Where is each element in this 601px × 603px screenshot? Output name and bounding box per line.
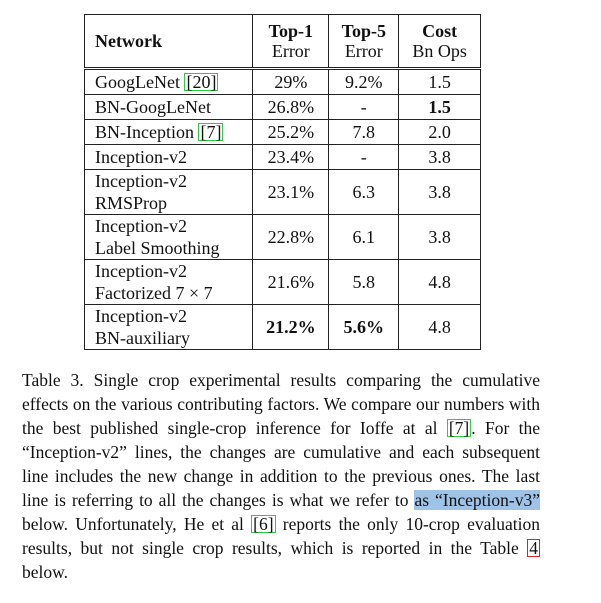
table-row [85, 69, 481, 95]
row-name [85, 260, 253, 305]
citation-link[interactable]: [20] [186, 72, 217, 92]
caption-text: reports the only 10-crop evaluation results, but not single crop results, which is reported in the Table [22, 514, 540, 558]
row-cost: 4.8 [399, 305, 481, 350]
row-name [85, 170, 253, 215]
row-name-detail: RMSProp [95, 193, 168, 213]
row-top5: 5.8 [329, 260, 399, 305]
citation-link[interactable]: [7] [448, 418, 470, 438]
row-name [85, 69, 253, 95]
table-reference-link[interactable]: 4 [529, 538, 538, 558]
table-row [85, 260, 481, 305]
header-top5 [329, 15, 399, 69]
row-name-text: BN-Inception [95, 122, 194, 142]
caption-text: below. [22, 562, 69, 582]
row-top5: 5.6% [329, 305, 399, 350]
header-top1-line2: Error [271, 41, 310, 61]
caption-text: Table 3. Single crop experimental results comparing the cumulative effects on the various contributing factors. We compare our numbers with the best published single-crop inference for Ioffe at al [22, 370, 540, 438]
row-cost: 1.5 [399, 95, 481, 120]
row-top1: 29% [253, 69, 329, 95]
row-cost: 2.0 [399, 120, 481, 145]
row-top5: 6.1 [329, 215, 399, 260]
row-top1: 23.4% [253, 145, 329, 170]
header-cost-line2: Bn Ops [412, 41, 467, 61]
row-top5: 9.2% [329, 69, 399, 95]
row-top1: 26.8% [253, 95, 329, 120]
row-name [85, 95, 253, 120]
row-cost: 4.8 [399, 260, 481, 305]
row-top1: 22.8% [253, 215, 329, 260]
row-top5: - [329, 95, 399, 120]
row-name-text: Inception-v2 [95, 216, 187, 236]
row-top5: - [329, 145, 399, 170]
row-name [85, 305, 253, 350]
caption-text: below. Unfortunately, He et al [22, 514, 252, 534]
row-name-text: GoogLeNet [95, 72, 180, 92]
row-top5: 7.8 [329, 120, 399, 145]
results-table [84, 14, 481, 350]
row-name-detail: BN-auxiliary [95, 328, 190, 348]
caption-text: . For the “Inception-v2” lines, the changes are cumulative and each subsequent line includes the new change in addition to the previous ones. The last line is referring to all the changes is what we refer to [22, 418, 540, 510]
row-name-detail: Label Smoothing [95, 238, 220, 258]
row-name-text: Inception-v2 [95, 261, 187, 281]
header-top1 [253, 15, 329, 69]
table-caption [22, 368, 540, 584]
header-cost-line1: Cost [422, 21, 458, 41]
row-top5: 6.3 [329, 170, 399, 215]
table-row [85, 145, 481, 170]
table-row [85, 120, 481, 145]
row-cost: 3.8 [399, 145, 481, 170]
citation-link[interactable]: [6] [253, 514, 274, 534]
row-name [85, 145, 253, 170]
row-top1: 21.2% [253, 305, 329, 350]
row-top1: 25.2% [253, 120, 329, 145]
row-name-text: Inception-v2 [95, 171, 187, 191]
row-name-detail: Factorized 7 × 7 [95, 283, 213, 303]
row-top1: 21.6% [253, 260, 329, 305]
table-row [85, 305, 481, 350]
row-name-text: BN-GoogLeNet [95, 97, 211, 117]
header-network: Network [85, 15, 253, 69]
citation-link[interactable]: [7] [200, 122, 222, 142]
row-cost: 1.5 [399, 69, 481, 95]
row-name-text: Inception-v2 [95, 306, 187, 326]
row-name [85, 215, 253, 260]
row-name-text: Inception-v2 [95, 147, 187, 167]
table-row [85, 170, 481, 215]
header-top5-line1: Top-5 [341, 21, 386, 41]
table-row [85, 215, 481, 260]
header-top1-line1: Top-1 [268, 21, 313, 41]
row-top1: 23.1% [253, 170, 329, 215]
table-header-row [85, 15, 481, 69]
row-name [85, 120, 253, 145]
selected-text-highlight[interactable]: as “Inception-v3” [414, 490, 540, 510]
row-cost: 3.8 [399, 215, 481, 260]
header-top5-line2: Error [344, 41, 383, 61]
table-row [85, 95, 481, 120]
header-cost [399, 15, 481, 69]
row-cost: 3.8 [399, 170, 481, 215]
